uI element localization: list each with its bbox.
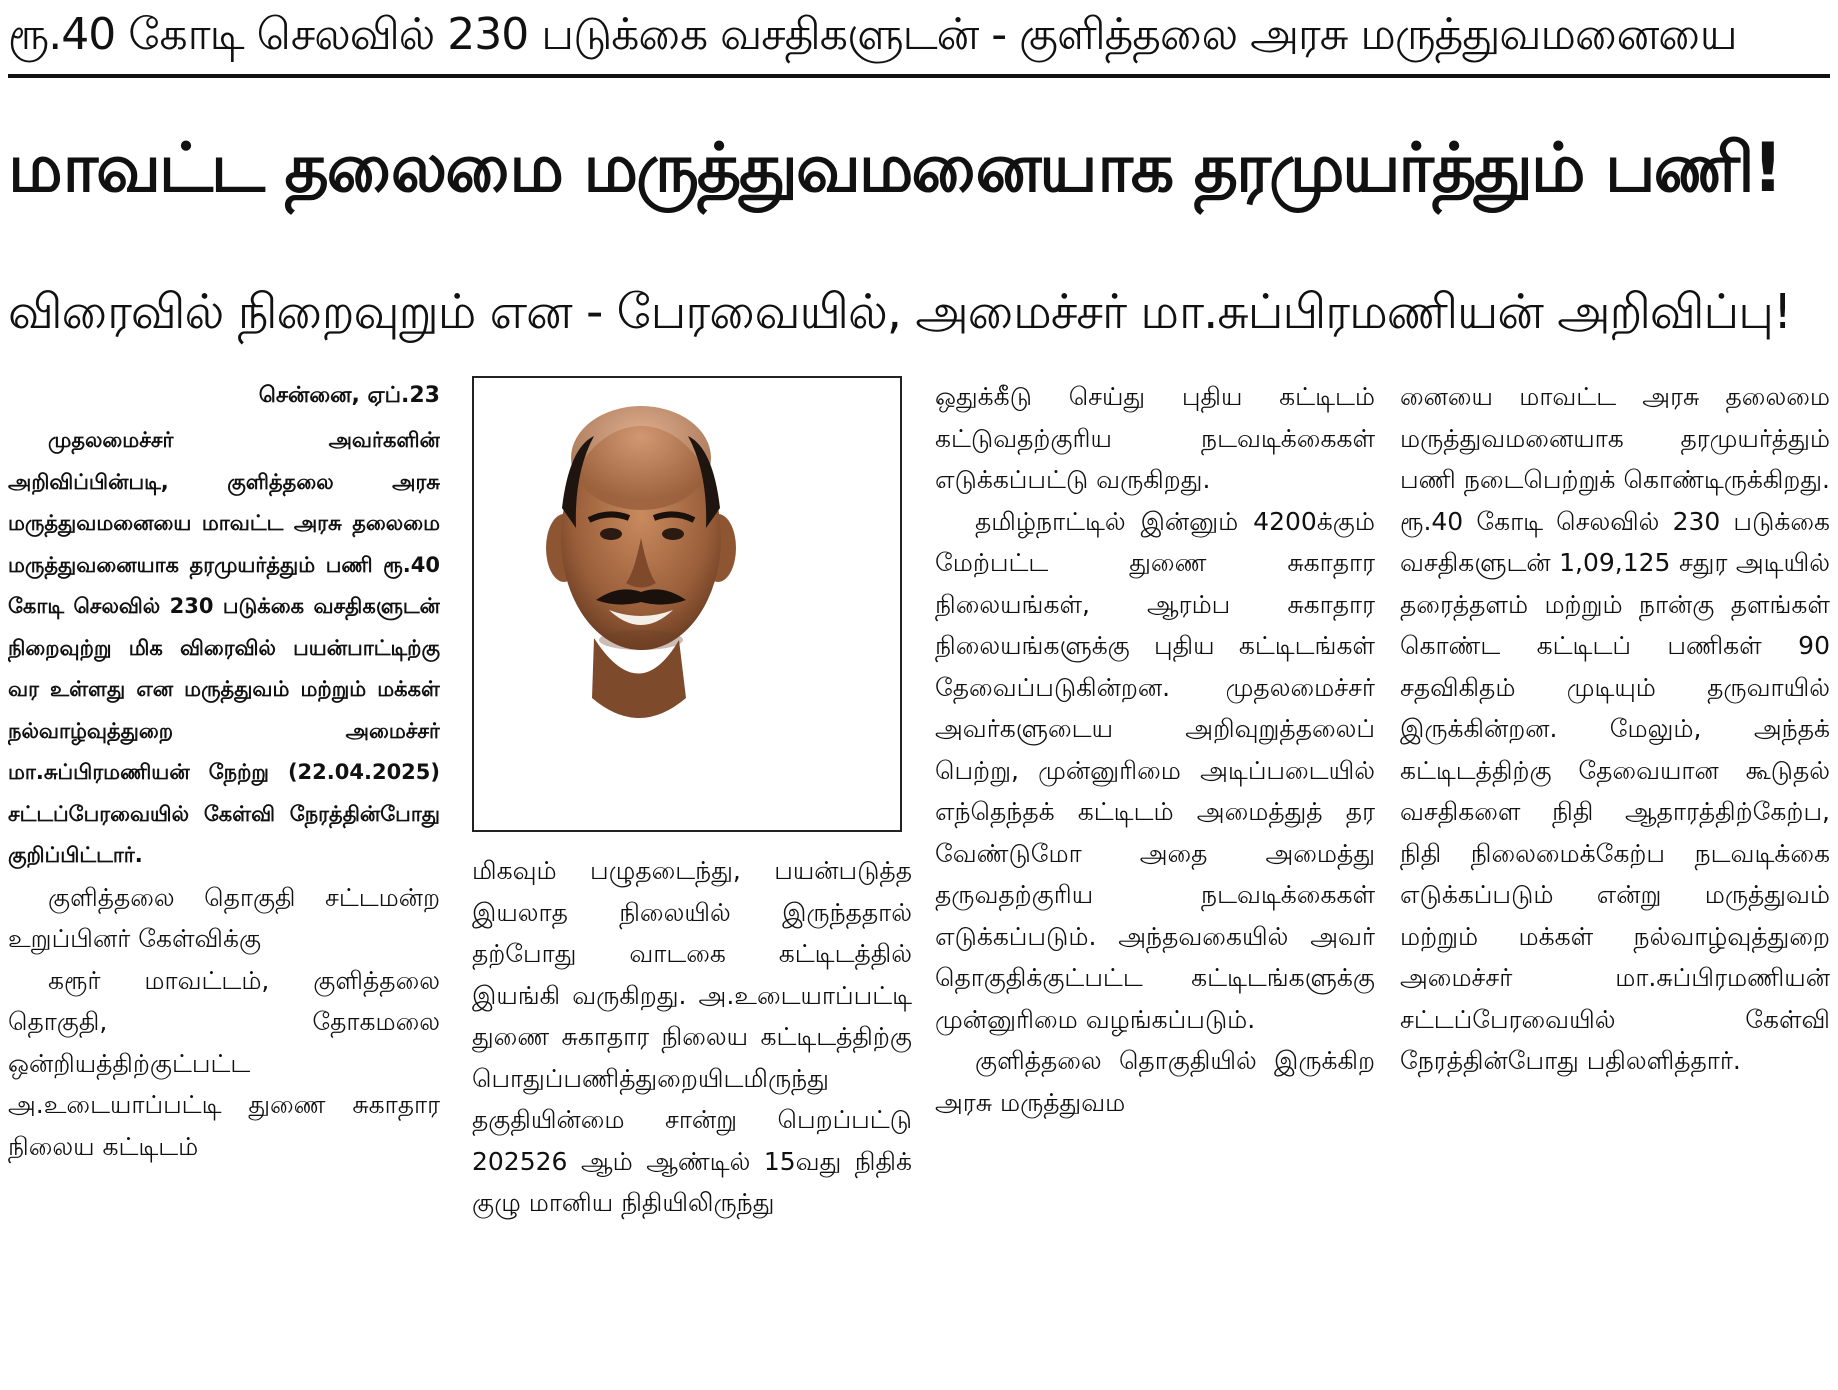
sub-headline: விரைவில் நிறைவுறும் என - பேரவையில், அமைச்சர் மா.சுப்பிரமணியன் அறிவிப்பு! [8, 284, 1792, 340]
kicker-headline: ரூ.40 கோடி செலவில் 230 படுக்கை வசதிகளுடன் - குளித்தலை அரசு மருத்துவமனையை [8, 9, 1737, 60]
paragraph-upgrade: னையை மாவட்ட அரசு தலைமை மருத்துவமனையாக தரமுயர்த்தும் பணி நடைபெற்றுக் கொண்டிருக்கிறது. ரூ.40 கோடி செலவில் 230 படுக்கை வசதிகளுடன் 1,09,125 சதுர அடியில் தரைத்தளம் மற்றும் நான்கு தளங்கள் கொண்ட கட்டிடப் பணிகள் 90 சதவிகிதம் முடியும் தருவாயில் இருக்கின்றன. மேலும், அந்தக் கட்டிடத்திற்கு தேவையான கூடுதல் வசதிகளை நிதி ஆதாரத்திற்கேற்ப, நிதி நிலைமைக்கேற்ப நடவடிக்கை எடுக்கப்படும் என்று மருத்துவம் மற்றும் மக்கள் நல்வாழ்வுத்துறை அமைச்சர் மா.சுப்பிரமணியன் சட்டப்பேரவையில் கேள்வி நேரத்தின்போது பதிலளித்தார். [1400, 382, 1830, 1075]
minister-photo [472, 376, 902, 832]
paragraph-tamilnadu: தமிழ்நாட்டில் இன்னும் 4200க்கும் மேற்பட்ட துணை சுகாதார நிலையங்கள், ஆரம்ப சுகாதார நிலையங்களுக்கு புதிய கட்டிடங்கள் தேவைப்படுகின்றன. முதலமைச்சர் அவர்களுடைய அறிவுறுத்தலைப் பெற்று, முன்னுரிமை அடிப்படையில் எந்தெந்தக் கட்டிடம் அமைத்துத் தர வேண்டுமோ அதை அமைத்து தருவதற்குரிய நடவடிக்கைகள் எடுக்கப்படும். அந்தவகையில் அவர் தொகுதிக்குட்பட்ட கட்டிடங்களுக்கு முன்னுரிமை வழங்கப்படும். [935, 506, 1375, 1034]
paragraph-kulithalai: குளித்தலை தொகுதியில் இருக்கிற அரசு மருத்துவம [935, 1046, 1375, 1117]
lead-paragraph: முதலமைச்சர் அவர்களின் அறிவிப்பின்படி, குளித்தலை அரசு மருத்துவமனையை மாவட்ட அரசு தலைமை மருத்துவனையாக தரமுயர்த்தும் பணி ரூ.40 கோடி செலவில் 230 படுக்கை வசதிகளுடன் நிறைவுற்று மிக விரைவில் பயன்பாட்டிற்கு வர உள்ளது என மருத்துவம் மற்றும் மக்கள் நல்வாழ்வுத்துறை அமைச்சர் மா.சுப்பிரமணியன் நேற்று (22.04.2025) சட்டப்பேரவையில் கேள்வி நேரத்தின்போது குறிப்பிட்டார். [8, 428, 440, 867]
paragraph-allocation: ஒதுக்கீடு செய்து புதிய கட்டிடம் கட்டுவதற்குரிய நடவடிக்கைகள் எடுக்கப்பட்டு வருகிறது. [935, 382, 1375, 494]
column-1 [8, 376, 440, 1386]
column-3 [935, 376, 1375, 1386]
dateline: சென்னை, ஏப்.23 [258, 383, 440, 408]
kicker-rule [8, 74, 1830, 78]
paragraph-building: மிகவும் பழுதடைந்து, பயன்படுத்த இயலாத நிலையில் இருந்ததால் தற்போது வாடகை கட்டிடத்தில் இயங்கி வருகிறது. அ.உடையாப்பட்டி துணை சுகாதார நிலைய கட்டிடத்திற்கு பொதுப்பணித்துறையிடமிருந்து தகுதியின்மை சான்று பெறப்பட்டு 202526 ஆம் ஆண்டில் 15வது நிதிக் குழு மானிய நிதியிலிருந்து [472, 856, 912, 1217]
portrait-illustration [474, 378, 900, 830]
column-2 [472, 376, 912, 1386]
paragraph-karur: கரூர் மாவட்டம், குளித்தலை தொகுதி, தோகமலை ஒன்றியத்திற்குட்பட்ட அ.உடையாப்பட்டி துணை சுகாதார நிலைய கட்டிடம் [8, 965, 440, 1161]
column-4 [1400, 376, 1830, 1386]
paragraph-question: குளித்தலை தொகுதி சட்டமன்ற உறுப்பினர் கேள்விக்கு [8, 882, 440, 953]
main-headline: மாவட்ட தலைமை மருத்துவமனையாக தரமுயர்த்தும் பணி! [8, 128, 1782, 207]
